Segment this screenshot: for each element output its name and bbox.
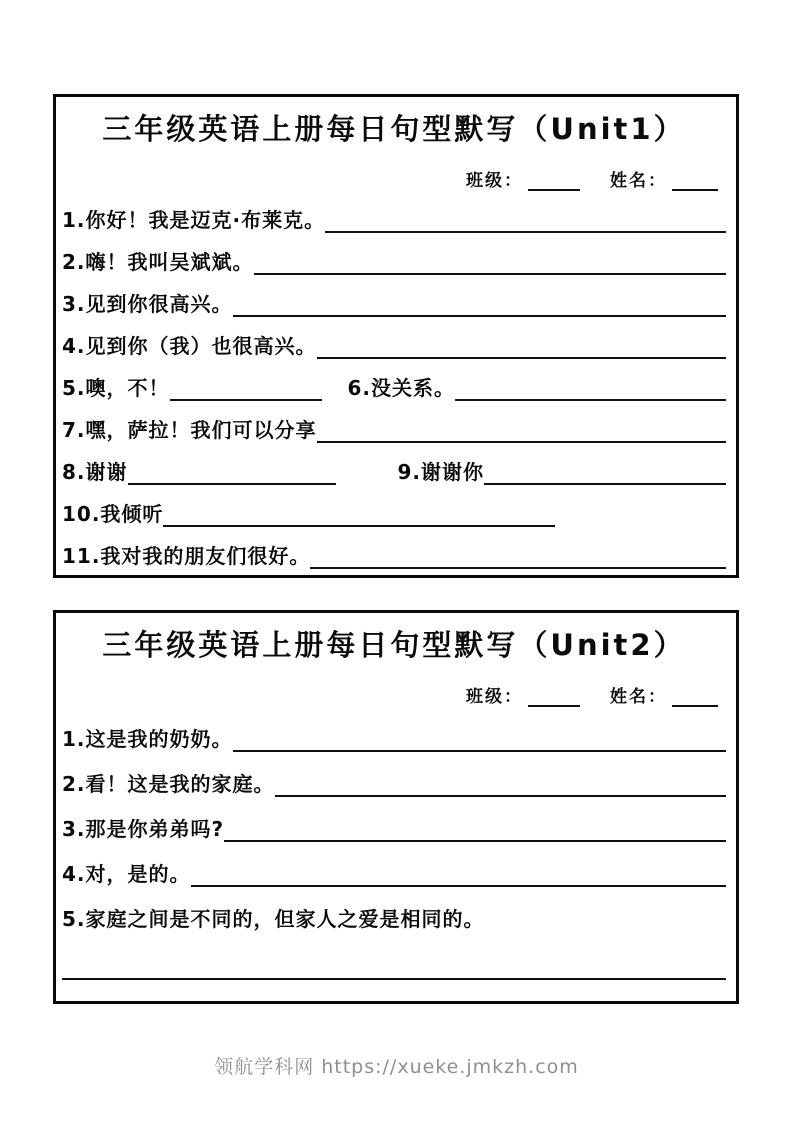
answer-blank-line — [62, 956, 726, 980]
answer-blank-line — [275, 773, 726, 797]
sentence-prompt: 5.家庭之间是不同的，但家人之爱是相同的。 — [62, 907, 485, 931]
sentence-prompt: 8.谢谢 — [62, 460, 128, 484]
sentence-row — [62, 797, 726, 842]
answer-blank-line — [163, 503, 555, 527]
unit2-class-label: 班级： — [466, 687, 523, 707]
unit1-card — [53, 94, 739, 578]
sentence-row — [62, 707, 726, 752]
sentence-prompt: 7.嘿，萨拉！我们可以分享 — [62, 418, 317, 442]
watermark-footer: 领航学科网 https://xueke.jmkzh.com — [214, 1056, 579, 1078]
sentence-prompt: 10.我倾听 — [62, 502, 164, 526]
answer-blank-line — [128, 461, 336, 485]
sentence-row — [62, 932, 726, 980]
sentence-prompt: 6.没关系。 — [347, 376, 456, 400]
sentence-prompt: 2.看！这是我的家庭。 — [62, 772, 275, 796]
unit2-name-label: 姓名： — [610, 687, 667, 707]
sentence-prompt: 2.嗨！我叫吴斌斌。 — [62, 250, 254, 274]
answer-blank-line — [254, 251, 726, 275]
sentence-row — [62, 752, 726, 797]
sentence-row-double — [62, 359, 726, 401]
sentence-prompt: 3.那是你弟弟吗? — [62, 817, 225, 841]
answer-blank-line — [170, 377, 322, 401]
answer-blank-line — [484, 461, 726, 485]
unit1-name-blank-line — [672, 171, 718, 191]
answer-blank-line — [455, 377, 726, 401]
sentence-row — [62, 527, 726, 569]
answer-blank-line — [233, 728, 726, 752]
sentence-prompt: 11.我对我的朋友们很好。 — [62, 544, 311, 568]
sentence-row — [62, 842, 726, 887]
sentence-row — [62, 887, 726, 932]
unit2-title: 三年级英语上册每日句型默写（Unit2） — [102, 628, 686, 662]
unit1-class-blank-line — [528, 171, 580, 191]
sentence-row — [62, 191, 726, 233]
sentence-prompt: 1.这是我的奶奶。 — [62, 727, 233, 751]
unit2-name-blank-line — [672, 687, 718, 707]
sentence-prompt: 5.噢，不！ — [62, 376, 170, 400]
unit1-title: 三年级英语上册每日句型默写（Unit1） — [102, 112, 686, 146]
unit1-meta-row — [62, 151, 726, 191]
answer-blank-line — [317, 335, 726, 359]
unit2-class-blank-line — [528, 687, 580, 707]
sentence-prompt: 4.见到你（我）也很高兴。 — [62, 334, 317, 358]
answer-blank-line — [310, 545, 726, 569]
answer-blank-line — [224, 818, 726, 842]
sentence-prompt: 3.见到你很高兴。 — [62, 292, 233, 316]
answer-blank-line — [325, 209, 726, 233]
sentence-row — [62, 401, 726, 443]
sentence-row — [62, 233, 726, 275]
unit1-class-label: 班级： — [466, 171, 523, 191]
sentence-prompt: 1.你好！我是迈克·布莱克。 — [62, 208, 326, 232]
answer-blank-line — [233, 293, 726, 317]
sentence-prompt: 4.对，是的。 — [62, 862, 191, 886]
unit2-card — [53, 610, 739, 1004]
answer-blank-line — [317, 419, 726, 443]
sentence-row-double — [62, 443, 726, 485]
sentence-row — [62, 485, 726, 527]
sentence-prompt: 9.谢谢你 — [397, 460, 485, 484]
unit1-name-label: 姓名： — [610, 171, 667, 191]
unit2-meta-row — [62, 667, 726, 707]
sentence-row — [62, 317, 726, 359]
answer-blank-line — [191, 863, 726, 887]
sentence-row — [62, 275, 726, 317]
